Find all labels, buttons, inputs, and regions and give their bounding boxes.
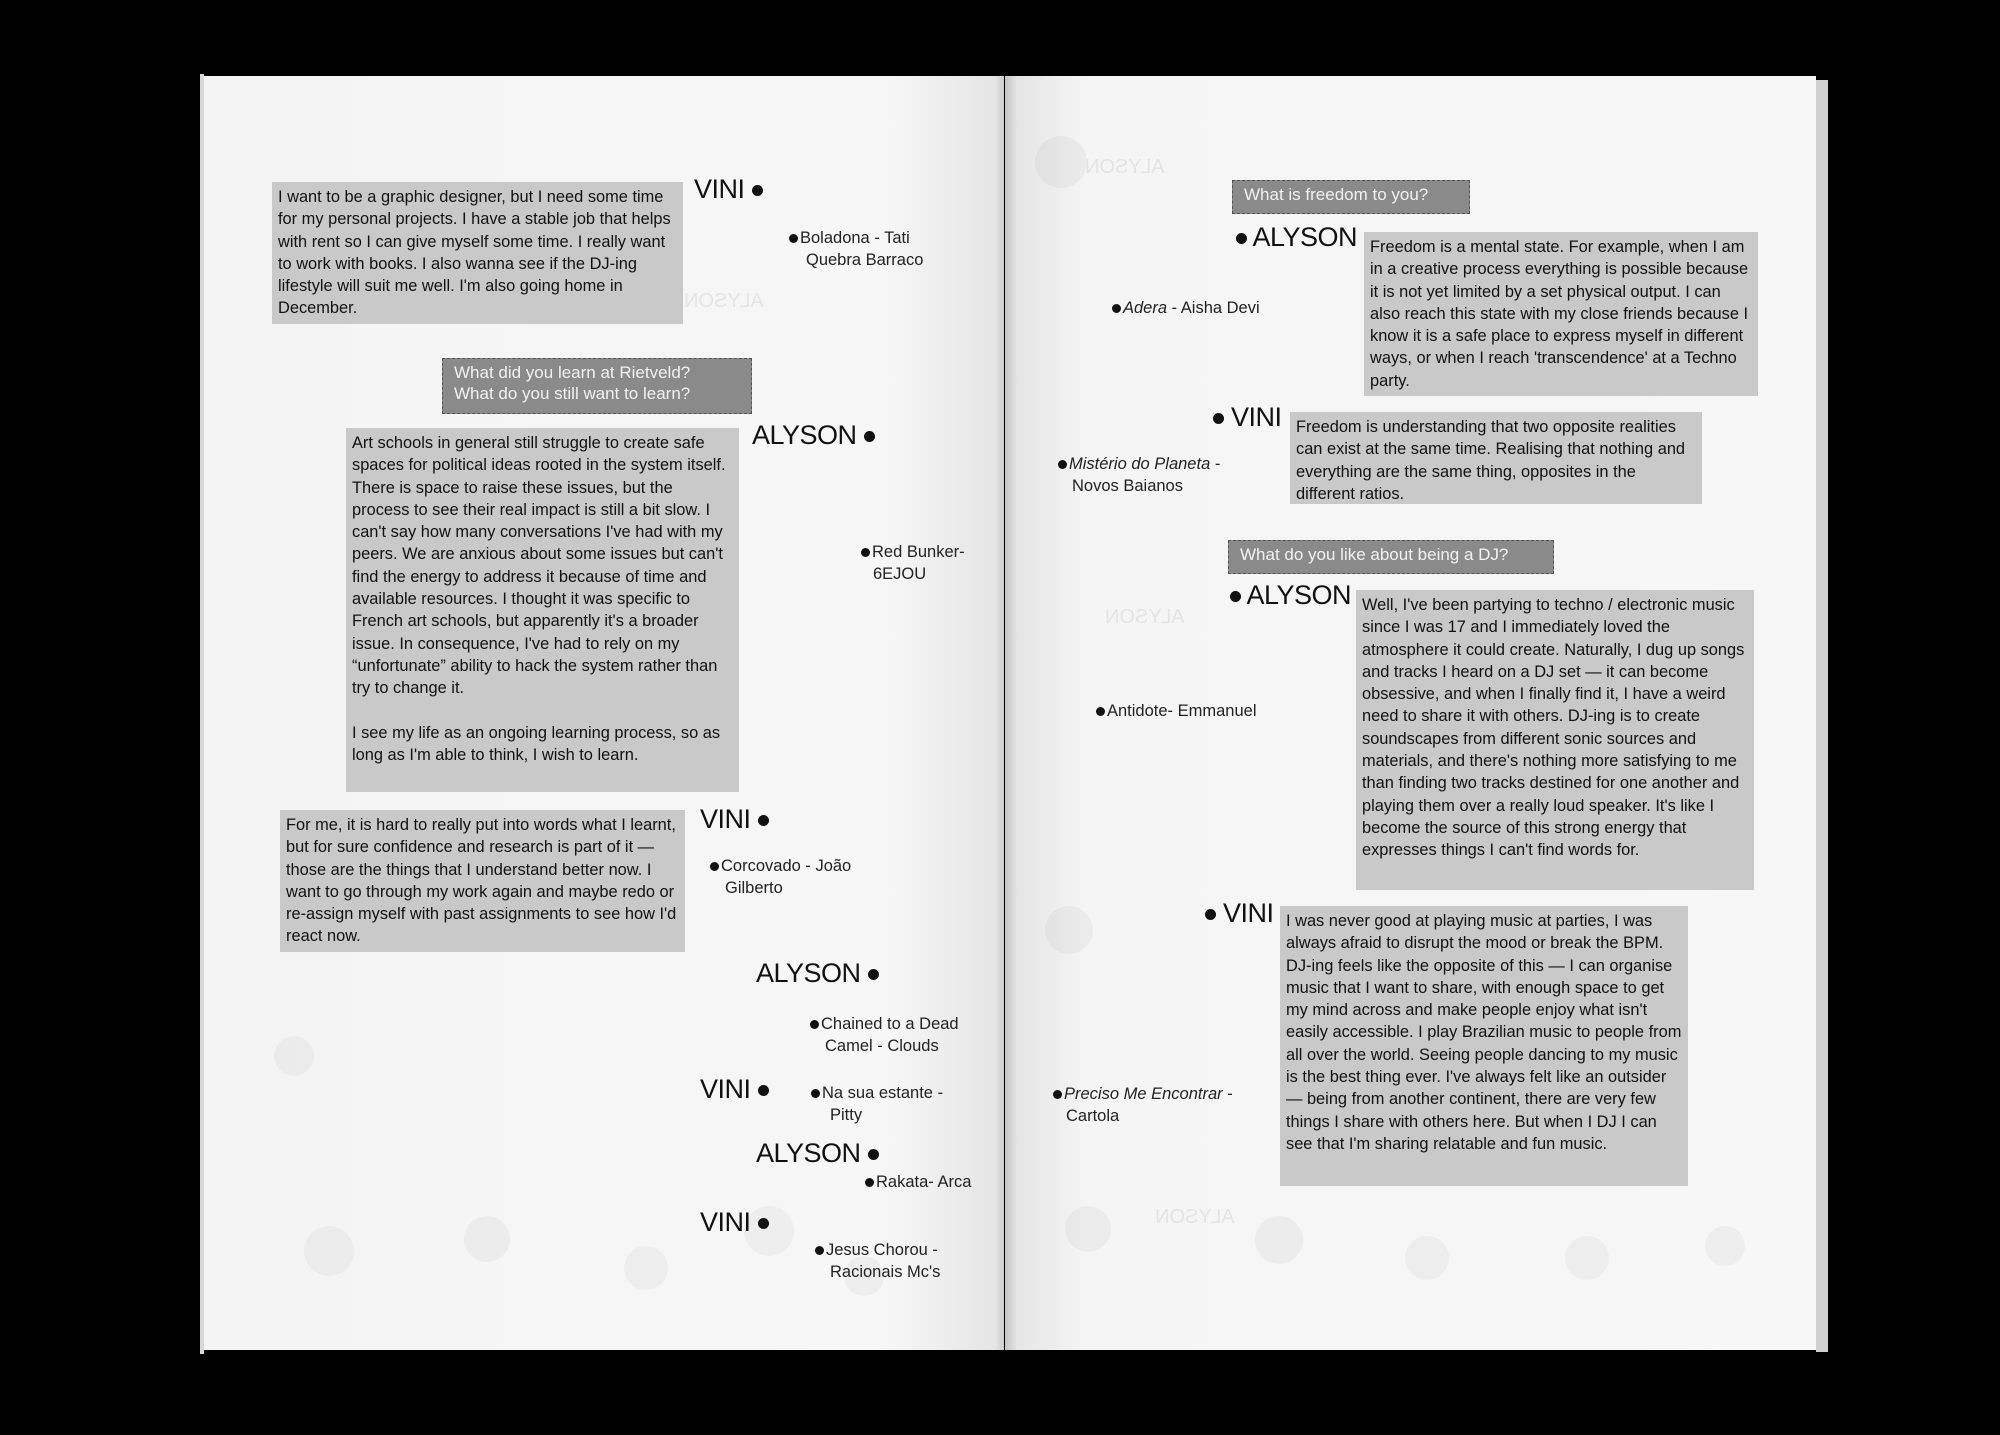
speaker-vini bbox=[694, 174, 763, 205]
bullet-dot bbox=[789, 234, 798, 243]
speaker-alyson bbox=[756, 1138, 879, 1169]
ghost-dot bbox=[624, 1246, 668, 1290]
song-line: Racionais Mc's bbox=[830, 1263, 941, 1281]
question-freedom bbox=[1232, 180, 1470, 214]
alyson-answer-freedom bbox=[1364, 232, 1758, 396]
bullet-dot bbox=[710, 862, 719, 871]
question-line: What did you learn at Rietveld? bbox=[454, 363, 691, 382]
ghost-dot bbox=[464, 1216, 510, 1262]
speaker-name: VINI bbox=[1231, 402, 1282, 432]
ghost-text: ALYSON bbox=[1155, 1206, 1235, 1228]
answer-text: Freedom is a mental state. For example, when I am in a creative process everything is possible because it is not yet limited by a set physical output. I can also reach this state with my close friends because I know it is a safe place to express myself in different ways, or when I reach 'transcendence' at a Techno party. bbox=[1370, 238, 1749, 390]
question-line: What do you like about being a DJ? bbox=[1240, 545, 1509, 564]
ghost-dot bbox=[1405, 1236, 1449, 1280]
question-dj bbox=[1228, 540, 1554, 574]
song-line: Novos Baianos bbox=[1072, 477, 1183, 495]
speaker-name: ALYSON bbox=[752, 420, 857, 450]
speaker-name: VINI bbox=[1223, 898, 1274, 928]
song-line: Gilberto bbox=[725, 879, 783, 897]
ghost-dot bbox=[1705, 1226, 1745, 1266]
bullet-dot bbox=[1112, 304, 1121, 313]
bullet-dot bbox=[811, 1089, 820, 1098]
speaker-dot bbox=[868, 1149, 879, 1160]
song-line: Antidote- Emmanuel bbox=[1107, 702, 1257, 720]
ghost-dot bbox=[1045, 906, 1093, 954]
vini-answer-dj bbox=[1280, 906, 1688, 1186]
gutter-shadow bbox=[995, 76, 1017, 1350]
speaker-name: ALYSON bbox=[756, 1138, 861, 1168]
answer-text: I see my life as an ongoing learning process, so as long as I'm able to think, I wish to learn. bbox=[352, 723, 721, 764]
speaker-name: ALYSON bbox=[756, 958, 861, 988]
bullet-dot bbox=[1053, 1090, 1062, 1099]
speaker-vini bbox=[700, 1074, 769, 1105]
song-line: Red Bunker- bbox=[872, 543, 965, 561]
page-edge-right bbox=[1816, 80, 1828, 1352]
speaker-alyson bbox=[756, 958, 879, 989]
alyson-answer-dj bbox=[1356, 590, 1754, 890]
bullet-dot bbox=[815, 1246, 824, 1255]
speaker-name: VINI bbox=[700, 1074, 751, 1104]
song-line: Chained to a Dead bbox=[821, 1015, 959, 1033]
ghost-dot bbox=[274, 1036, 314, 1076]
speaker-vini bbox=[700, 804, 769, 835]
song-line: Pitty bbox=[830, 1106, 863, 1124]
speaker-dot bbox=[752, 185, 763, 196]
answer-text: I was never good at playing music at parties, I was always afraid to disrupt the mood or break the BPM. DJ-ing feels like the opposite of this — I can organise music that I want to share, with enough space to get my mind across and make people enjoy what isn't easily accessible. I play Brazilian music to people from all over the world. Seeing people dancing to my music is the best thing ever. I've always felt like an outsider — being from another continent, there are very few things I share with others here. But when I DJ I can see that I'm sharing relatable and fun music. bbox=[1286, 912, 1682, 1153]
speaker-vini bbox=[700, 1207, 769, 1238]
question-line: What is freedom to you? bbox=[1244, 185, 1429, 204]
song-line: Na sua estante - bbox=[822, 1084, 944, 1102]
song-line: 6EJOU bbox=[873, 565, 927, 583]
answer-text: Well, I've been partying to techno / electronic music since I was 17 and I immediately loved the atmosphere it could create. Naturally, I dug up songs and tracks I heard on a DJ set — it can become obsessive, and when I finally find it, I have a weird need to share it with others. DJ-ing is to create soundscapes from different sonic sources and materials, and there's nothing more satisfying to me than finding two tracks destined for one another and playing them over a really loud speaker. It's like I become the source of this strong energy that expresses things I can't find words for. bbox=[1362, 596, 1745, 860]
speaker-dot bbox=[758, 1218, 769, 1229]
speaker-name: VINI bbox=[700, 804, 751, 834]
answer-text: I want to be a graphic designer, but I need some time for my personal projects. I have a stable job that helps with rent so I can give myself some time. I really want to work with books. I also wanna see if the DJ-ing lifestyle will suit me well. I'm also going home in December. bbox=[278, 188, 671, 318]
song-antidote bbox=[1096, 700, 1257, 722]
bullet-dot bbox=[1096, 707, 1105, 716]
song-line: Jesus Chorou - bbox=[826, 1241, 938, 1259]
song-title: Mistério do Planeta bbox=[1069, 455, 1211, 473]
song-adera bbox=[1112, 297, 1260, 319]
speaker-vini bbox=[1213, 402, 1282, 433]
bullet-dot bbox=[865, 1178, 874, 1187]
song-chained bbox=[810, 1013, 959, 1057]
vini-answer-2 bbox=[280, 810, 685, 952]
song-line: Boladona - Tati bbox=[800, 229, 910, 247]
bullet-dot bbox=[861, 548, 870, 557]
vini-answer-1 bbox=[272, 182, 683, 324]
speaker-dot bbox=[1230, 591, 1241, 602]
question-rietveld bbox=[442, 358, 752, 414]
ghost-text: ALYSON bbox=[684, 290, 764, 312]
bullet-dot bbox=[1058, 460, 1067, 469]
speaker-alyson bbox=[1230, 580, 1351, 611]
ghost-dot bbox=[1255, 1216, 1303, 1264]
speaker-vini bbox=[1205, 898, 1274, 929]
ghost-dot bbox=[1035, 136, 1087, 188]
speaker-alyson bbox=[1236, 222, 1357, 253]
song-red-bunker bbox=[861, 541, 965, 585]
song-artist: - Aisha Devi bbox=[1167, 299, 1260, 317]
speaker-name: ALYSON bbox=[1246, 580, 1352, 610]
alyson-answer-1 bbox=[346, 428, 739, 792]
song-line: Rakata- Arca bbox=[876, 1173, 972, 1191]
speaker-dot bbox=[758, 1085, 769, 1096]
song-line: Camel - Clouds bbox=[825, 1037, 939, 1055]
answer-text: For me, it is hard to really put into words what I learnt, but for sure confidence and research is part of it — those are the things that I understand better now. I want to go through my work again and maybe redo or re-assign myself with past assignments to see how I'd react now. bbox=[286, 816, 677, 946]
speaker-name: VINI bbox=[694, 174, 745, 204]
speaker-dot bbox=[868, 969, 879, 980]
song-jesus-chorou bbox=[815, 1239, 940, 1283]
song-line: Corcovado - João bbox=[721, 857, 852, 875]
song-artist: - bbox=[1210, 455, 1221, 473]
speaker-dot bbox=[1205, 909, 1216, 920]
song-artist: - bbox=[1222, 1085, 1233, 1103]
question-line: What do you still want to learn? bbox=[454, 384, 691, 403]
song-preciso bbox=[1053, 1083, 1233, 1127]
song-corcovado bbox=[710, 855, 851, 899]
song-line: Quebra Barraco bbox=[806, 251, 924, 269]
vini-answer-freedom bbox=[1290, 412, 1702, 504]
speaker-dot bbox=[1236, 233, 1247, 244]
ghost-text: ALYSON bbox=[1085, 156, 1165, 178]
answer-text: Art schools in general still struggle to create safe spaces for political ideas rooted in the system itself. There is space to raise these issues, but the process to see their real impact is still a bit slow. I can't say how many conversations I've had with my peers. We are anxious about some issues but can't find the energy to address it because of time and available resources. I thought it was specific to French art schools, but apparently it's a broader issue. In consequence, I've had to rely on my “unfortunate” ability to hack the system rather than try to change it. bbox=[352, 434, 726, 698]
ghost-dot bbox=[304, 1226, 354, 1276]
bullet-dot bbox=[810, 1020, 819, 1029]
song-title: Preciso Me Encontrar bbox=[1064, 1085, 1223, 1103]
answer-text: Freedom is understanding that two opposite realities can exist at the same time. Realising that nothing and everything are the same thing, opposites in the different ratios. bbox=[1296, 418, 1686, 503]
speaker-name: VINI bbox=[700, 1207, 751, 1237]
song-na-sua-estante bbox=[811, 1082, 943, 1126]
song-title: Adera bbox=[1123, 299, 1168, 317]
ghost-text: ALYSON bbox=[1105, 606, 1185, 628]
song-boladona bbox=[789, 227, 923, 271]
speaker-alyson bbox=[752, 420, 875, 451]
speaker-dot bbox=[758, 815, 769, 826]
song-rakata bbox=[865, 1171, 971, 1193]
song-misterio bbox=[1058, 453, 1220, 497]
speaker-name: ALYSON bbox=[1252, 222, 1358, 252]
song-line: Cartola bbox=[1066, 1107, 1120, 1125]
ghost-dot bbox=[1065, 1206, 1111, 1252]
speaker-dot bbox=[1213, 413, 1224, 424]
speaker-dot bbox=[864, 431, 875, 442]
ghost-dot bbox=[1565, 1236, 1609, 1280]
